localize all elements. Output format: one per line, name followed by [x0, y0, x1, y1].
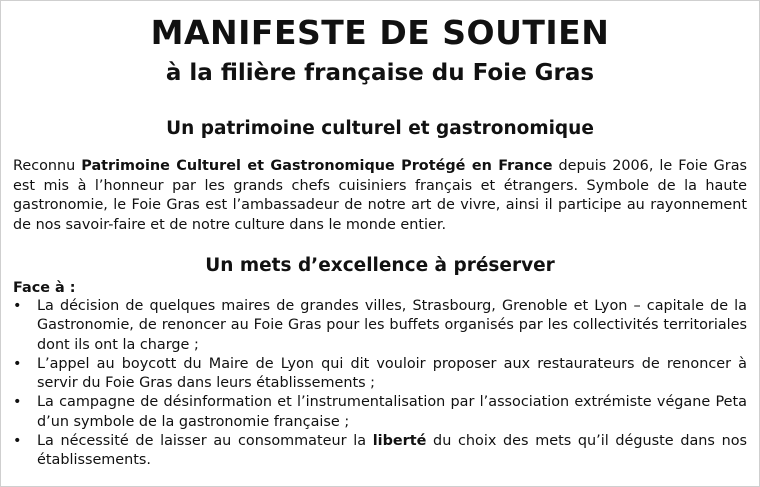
list-item — [13, 355, 747, 394]
list-item-text-end: du choix des mets qu’il déguste dans nos établissements. — [37, 433, 747, 469]
section-heading-excellence: Un mets d’excellence à préserver — [205, 255, 555, 276]
list-item — [13, 297, 747, 355]
list-intro: Face à : — [13, 280, 76, 296]
bullet-dot: • — [13, 298, 22, 314]
list-item-bold-text: liberté — [372, 433, 427, 450]
paragraph-text-end: depuis 2006, le Foie Gras est mis à l’honneur par les grands chefs cuisiniers français et étrangers. Symbole de la haute gastronomie, le Foie Gras est l’ambassadeur de notre art de vivre, ainsi il participe au rayonnement de nos savoir-faire et de notre culture dans le monde entier. — [13, 158, 748, 233]
heritage-paragraph — [13, 157, 747, 235]
section-heading-heritage: Un patrimoine culturel et gastronomique — [166, 118, 594, 139]
bullet-list — [13, 297, 747, 471]
bullet-dot: • — [13, 394, 22, 411]
page-title: MANIFESTE DE SOUTIEN — [150, 13, 610, 52]
list-item-text-start: La nécessité de laisser au consommateur la — [37, 433, 373, 450]
list-item-text: La campagne de désinformation et l’instrumentalisation par l’association extrémiste végane Peta d’un symbole de la gastronomie française ; — [37, 394, 747, 430]
paragraph-text-start: Reconnu — [13, 158, 82, 174]
bullet-dot: • — [13, 355, 22, 372]
paragraph-bold-text: Patrimoine Culturel et Gastronomique Protégé en France — [81, 158, 553, 174]
bullet-dot: • — [13, 433, 22, 450]
list-item-text: L’appel au boycott du Maire de Lyon qui dit vouloir proposer aux restaurateurs de renoncer à servir du Foie Gras dans leurs établissements ; — [37, 355, 747, 392]
list-item-text: La décision de quelques maires de grandes villes, Strasbourg, Grenoble et Lyon – capitale de la Gastronomie, de renoncer au Foie Gras pour les buffets organisés par les collectivités territoriales dont ils ont la charge ; — [37, 298, 747, 353]
page-subtitle: à la filière française du Foie Gras — [165, 60, 595, 86]
list-item — [13, 432, 747, 471]
list-item — [13, 393, 747, 432]
